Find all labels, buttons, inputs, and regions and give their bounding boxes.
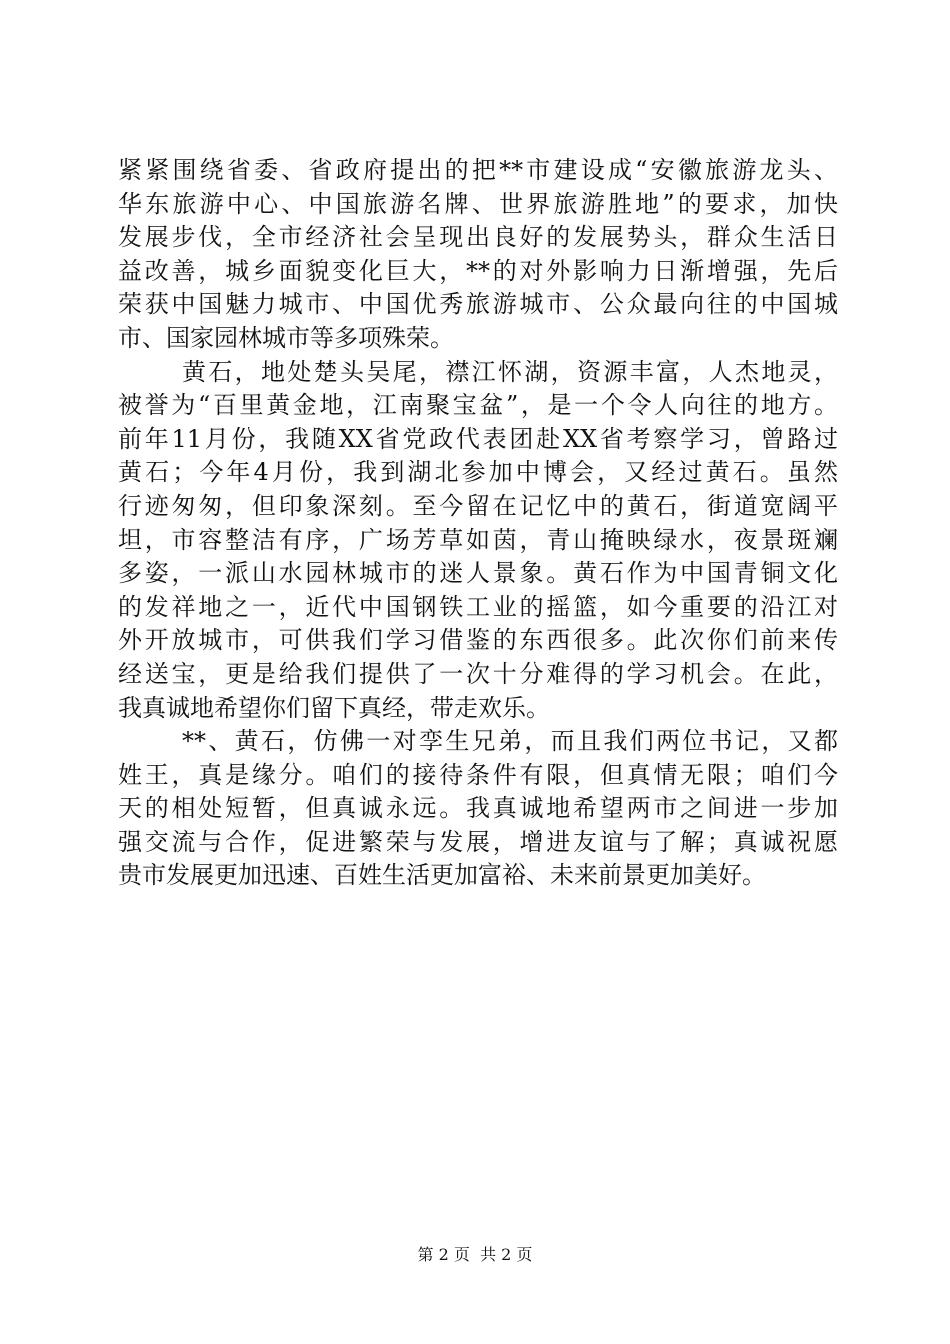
paragraph-1	[118, 154, 838, 356]
text-line: 贵市发展更加迅速、百姓生活更加富裕、未来前景更加美好。	[118, 861, 766, 890]
text-line: 经送宝，更是给我们提供了一次十分难得的学习机会。在此，	[118, 659, 838, 688]
paragraph-3	[118, 725, 838, 893]
text-line: 华东旅游中心、中国旅游名牌、世界旅游胜地”的要求，加快	[118, 189, 838, 218]
text-line: **、黄石，仿佛一对孪生兄弟，而且我们两位书记，又都	[182, 727, 838, 756]
text-line: 被誉为“百里黄金地，江南聚宝盆”，是一个令人向往的地方。	[118, 391, 838, 420]
text-line: 发展步伐，全市经济社会呈现出良好的发展势头，群众生活日	[118, 223, 838, 252]
text-line: 姓王，真是缘分。咱们的接待条件有限，但真情无限；咱们今	[118, 760, 838, 789]
text-line: 坦，市容整洁有序，广场芳草如茵，青山掩映绿水，夜景斑斓	[118, 525, 838, 554]
text-line: 益改善，城乡面貌变化巨大，**的对外影响力日渐增强，先后	[118, 256, 838, 285]
text-line: 紧紧围绕省委、省政府提出的把**市建设成“安徽旅游龙头、	[118, 156, 838, 184]
document-body	[118, 154, 838, 893]
page-number-footer: 第 2 页 共 2 页	[417, 1245, 533, 1264]
text-line: 前年11月份，我随XX省党政代表团赴XX省考察学习，曾路过	[118, 424, 838, 453]
text-line: 荣获中国魅力城市、中国优秀旅游城市、公众最向往的中国城	[118, 290, 838, 319]
text-line: 市、国家园林城市等多项殊荣。	[118, 323, 454, 352]
text-line: 黄石；今年4月份，我到湖北参加中博会，又经过黄石。虽然	[118, 458, 838, 487]
text-line: 外开放城市，可供我们学习借鉴的东西很多。此次你们前来传	[118, 626, 838, 655]
text-line: 我真诚地希望你们留下真经，带走欢乐。	[118, 693, 550, 722]
text-line: 多姿，一派山水园林城市的迷人景象。黄石作为中国青铜文化	[118, 559, 838, 588]
text-line: 天的相处短暂，但真诚永远。我真诚地希望两市之间进一步加	[118, 794, 838, 823]
text-line: 强交流与合作，促进繁荣与发展，增进友谊与了解；真诚祝愿	[118, 827, 838, 856]
text-line: 黄石，地处楚头吴尾，襟江怀湖，资源丰富，人杰地灵，	[182, 357, 838, 386]
text-line: 行迹匆匆，但印象深刻。至今留在记忆中的黄石，街道宽阔平	[118, 491, 838, 520]
text-line: 的发祥地之一，近代中国钢铁工业的摇篮，如今重要的沿江对	[118, 592, 838, 621]
paragraph-2	[118, 356, 838, 726]
